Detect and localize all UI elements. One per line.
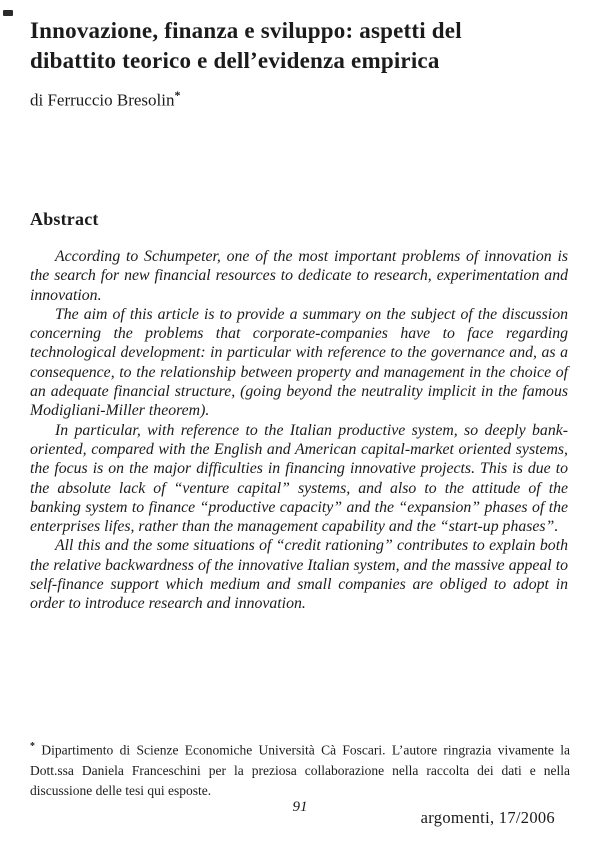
abstract-paragraph-1: According to Schumpeter, one of the most important problems of innovation is the search for new financial resources to dedicate to research, experimentation and innovation. [30,248,568,304]
article-title-line-1: Innovazione, finanza e sviluppo: aspetti del [30,18,462,43]
author-footnote-marker: * [174,88,181,102]
scan-artifact-mark [3,10,13,16]
footnote-marker: * [30,741,35,752]
author-name: di Ferruccio Bresolin [30,90,175,110]
journal-reference: argomenti, 17/2006 [420,808,555,827]
article-title-line-2: dibattito teorico e dell’evidenza empirica [30,48,440,73]
abstract-body [30,247,568,614]
abstract-paragraph-4: All this and the some situations of “credit rationing” contributes to explain both the relative backwardness of the innovative Italian system, and the massive appeal to self-finance support which medium and small companies are obliged to adopt in order to introduce research and innovation. [30,537,568,613]
abstract-paragraph-2: The aim of this article is to provide a summary on the subject of the discussion concerning the problems that corporate-companies have to face regarding technological development: in particular with reference to the governance and, as a consequence, to the relationship between property and management in the choice of an adequate financial structure, (going beyond the neutrality implicit in the famous Modigliani-Miller theorem). [30,305,568,420]
page-number: 91 [292,799,308,815]
author-line [30,84,180,112]
footnote [30,737,570,801]
abstract-heading: Abstract [30,209,99,229]
article-title [30,16,575,76]
abstract-paragraph-3: In particular, with reference to the Italian productive system, so deeply bank-oriented, compared with the English and American capital-market oriented systems, the focus is on the major difficulties in financing innovative projects. This is due to the absolute lack of “venture capital” systems, and also to the attitude of the banking system to finance “productive capacity” and the “expansion” phases of the enterprises lifes, rather than the management capability and the “start-up phases”. [30,421,568,536]
footnote-text: Dipartimento di Scienze Economiche Università Cà Foscari. L’autore ringrazia vivamente la Dott.ssa Daniela Franceschini per la preziosa collaborazione nella raccolta dei dati e nella discussione delle tesi qui esposte. [30,742,570,798]
